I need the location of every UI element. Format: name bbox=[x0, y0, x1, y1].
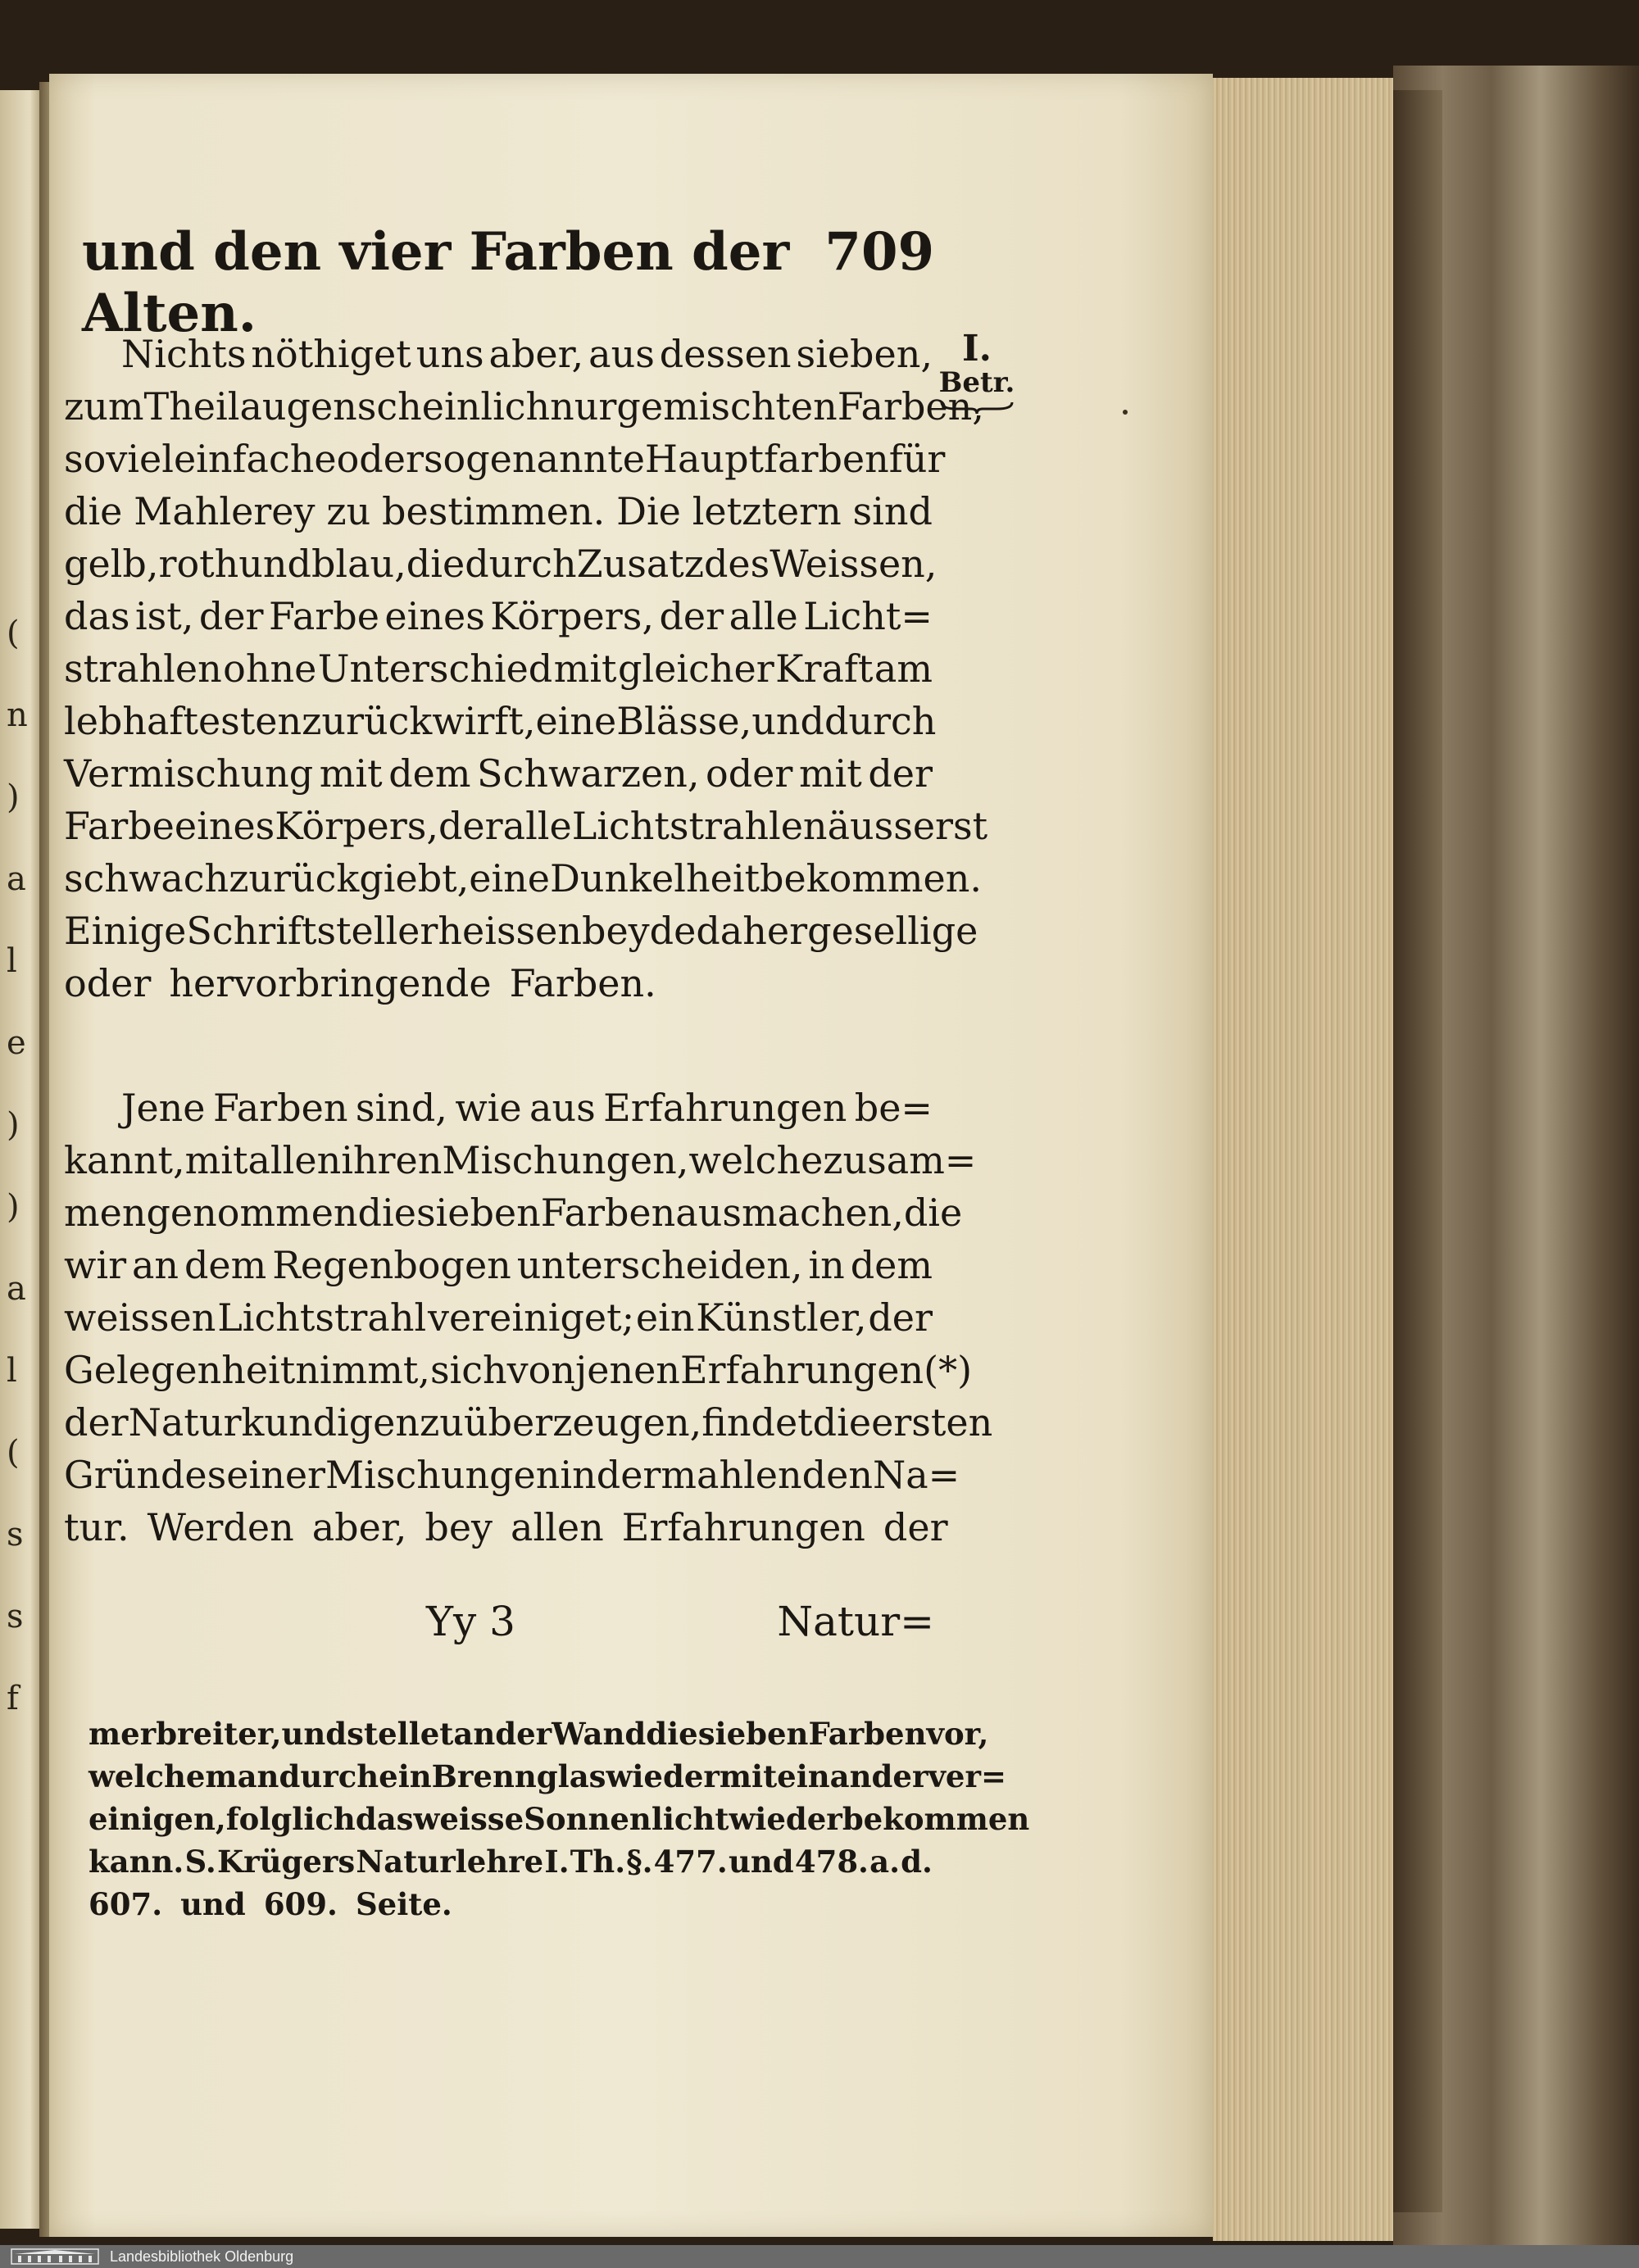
word: der bbox=[596, 1453, 661, 1497]
footnote-word: folglich bbox=[225, 1801, 356, 1837]
word: findet bbox=[701, 1400, 813, 1445]
word: sogenannte bbox=[423, 437, 645, 481]
word: dem bbox=[184, 1243, 267, 1287]
word: des bbox=[703, 542, 770, 586]
word: mit bbox=[184, 1138, 248, 1182]
footnote-word: Brennglas bbox=[431, 1758, 606, 1794]
word: wir bbox=[64, 1243, 127, 1287]
word: Jene bbox=[121, 1086, 206, 1130]
footnote-line bbox=[89, 1755, 1006, 1798]
word: Künstler, bbox=[696, 1295, 867, 1340]
word: gesellige bbox=[807, 909, 978, 953]
word: alle bbox=[502, 804, 572, 848]
word: so bbox=[64, 437, 107, 481]
footnote-word: an bbox=[453, 1716, 496, 1752]
page-block-edges bbox=[1213, 78, 1401, 2241]
word: viel bbox=[106, 437, 174, 481]
word: vereiniget; bbox=[427, 1295, 635, 1340]
word: hervorbringende bbox=[169, 961, 492, 1005]
word: Mischungen, bbox=[442, 1138, 689, 1182]
word: dem bbox=[388, 751, 471, 796]
text-line bbox=[64, 905, 978, 957]
word: Nichts bbox=[121, 332, 247, 376]
marginal-number: I. bbox=[962, 328, 992, 370]
left-margin-char: l bbox=[7, 942, 17, 980]
word: genommen bbox=[146, 1191, 358, 1235]
left-margin-char: ( bbox=[7, 615, 20, 652]
word: weissen bbox=[64, 1295, 216, 1340]
word: Zusatz bbox=[576, 542, 704, 586]
footnote-line bbox=[89, 1712, 989, 1755]
word: Blässe, bbox=[616, 699, 752, 743]
word: Kraft bbox=[775, 646, 874, 691]
word: zurück bbox=[302, 699, 433, 743]
word: dem bbox=[850, 1243, 933, 1287]
word: Erfahrungen bbox=[603, 1086, 847, 1130]
footnote-word: 477. bbox=[653, 1844, 728, 1880]
word: aber, bbox=[311, 1505, 407, 1549]
word: die bbox=[357, 1191, 416, 1235]
text-line bbox=[64, 852, 982, 905]
previous-page-edge bbox=[0, 90, 43, 2229]
word: zum bbox=[64, 384, 144, 429]
footnote-word: bekommen bbox=[842, 1801, 1030, 1837]
left-margin-char: ) bbox=[7, 1188, 20, 1226]
footnote-line bbox=[89, 1798, 1030, 1840]
word: zusam= bbox=[823, 1138, 977, 1182]
word: letztern bbox=[692, 489, 842, 533]
word: an bbox=[132, 1243, 179, 1287]
footnote-word: §. bbox=[626, 1844, 653, 1880]
footnote-word: Th. bbox=[570, 1844, 626, 1880]
footnote-word: und bbox=[180, 1886, 246, 1922]
word: jenen bbox=[574, 1348, 680, 1392]
text-line bbox=[64, 747, 933, 800]
word: Farbe bbox=[64, 804, 175, 848]
word: Lichtstrahl bbox=[217, 1295, 427, 1340]
word: uns bbox=[415, 332, 484, 376]
text-line bbox=[64, 1291, 933, 1344]
word: wirft, bbox=[432, 699, 536, 743]
word: eines bbox=[384, 594, 485, 638]
word: oder bbox=[706, 751, 793, 796]
word: nöthiget bbox=[251, 332, 411, 376]
word: nur bbox=[550, 384, 617, 429]
word: sind, bbox=[355, 1086, 447, 1130]
word: der bbox=[883, 1505, 948, 1549]
word: der bbox=[64, 1400, 129, 1445]
footnote-word: Naturlehre bbox=[356, 1844, 544, 1880]
word: Na= bbox=[872, 1453, 960, 1497]
footnote-word: S. bbox=[184, 1844, 216, 1880]
word: sieben, bbox=[796, 332, 933, 376]
ink-speck bbox=[1123, 410, 1128, 415]
word: für bbox=[888, 437, 946, 481]
word: Weissen, bbox=[770, 542, 938, 586]
text-line bbox=[64, 328, 933, 380]
word: und bbox=[751, 699, 824, 743]
word: das bbox=[64, 594, 130, 638]
word: aus bbox=[588, 332, 655, 376]
word: Körpers, bbox=[275, 804, 438, 848]
word: blau, bbox=[311, 542, 406, 586]
footnote-line bbox=[89, 1883, 933, 1926]
footnote-word: Wand bbox=[552, 1716, 647, 1752]
footnote-word: 609. bbox=[263, 1886, 338, 1922]
word: eines bbox=[174, 804, 275, 848]
footnote-word: ein bbox=[379, 1758, 432, 1794]
text-line bbox=[64, 1501, 948, 1554]
footnote-word: welche bbox=[89, 1758, 206, 1794]
word: oder bbox=[336, 437, 424, 481]
word: die bbox=[812, 1400, 872, 1445]
word: Regenbogen bbox=[272, 1243, 511, 1287]
text-line bbox=[64, 1396, 993, 1449]
footnote-word: der bbox=[495, 1716, 552, 1752]
text-line bbox=[64, 538, 938, 590]
word: der bbox=[868, 751, 933, 796]
word: mahlenden bbox=[661, 1453, 873, 1497]
word: Farben. bbox=[509, 961, 656, 1005]
word: Erfahrungen bbox=[679, 1348, 924, 1392]
word: augenscheinlich bbox=[239, 384, 551, 429]
left-margin-char: ) bbox=[7, 1106, 20, 1144]
word: be= bbox=[854, 1086, 933, 1130]
word: strahlen bbox=[64, 646, 222, 691]
word: und bbox=[238, 542, 311, 586]
left-margin-char: n bbox=[7, 696, 28, 734]
word: Schwarzen, bbox=[477, 751, 700, 796]
word: Die bbox=[616, 489, 681, 533]
word: oder bbox=[64, 961, 152, 1005]
text-line bbox=[64, 642, 933, 695]
footnote-word: stellet bbox=[347, 1716, 454, 1752]
word: schwach bbox=[64, 856, 229, 900]
word: der bbox=[198, 594, 264, 638]
word: der bbox=[438, 804, 503, 848]
catchword: Natur= bbox=[777, 1598, 934, 1645]
signature-mark: Yy 3 bbox=[426, 1598, 515, 1645]
footnote-word: wieder bbox=[606, 1758, 720, 1794]
left-margin-char: s bbox=[7, 1516, 24, 1554]
footnote-word: wieder bbox=[729, 1801, 842, 1837]
word: heissen bbox=[438, 909, 583, 953]
footnote-word: mit bbox=[719, 1758, 778, 1794]
text-line bbox=[64, 433, 946, 485]
word: Lichtstrahlen bbox=[571, 804, 828, 848]
footnote-word: vor, bbox=[926, 1716, 989, 1752]
left-margin-char: a bbox=[7, 1270, 26, 1308]
word: Gelegenheit bbox=[64, 1348, 296, 1392]
word: Körpers, bbox=[490, 594, 654, 638]
word: Dunkelheit bbox=[550, 856, 760, 900]
word: (*) bbox=[924, 1348, 973, 1392]
word: roth bbox=[158, 542, 239, 586]
word: überzeugen, bbox=[463, 1400, 702, 1445]
word: aus bbox=[529, 1086, 596, 1130]
footnote-word: weisse bbox=[413, 1801, 524, 1837]
footnote-word: und bbox=[281, 1716, 347, 1752]
footnote-word: man bbox=[205, 1758, 279, 1794]
word: kannt, bbox=[64, 1138, 185, 1182]
library-footer-bar bbox=[0, 2245, 1639, 2268]
footnote-word: breiter, bbox=[156, 1716, 282, 1752]
signature-row bbox=[66, 1598, 934, 1655]
text-line bbox=[64, 957, 933, 1009]
left-margin-char: a bbox=[7, 860, 26, 898]
footnote-word: I. bbox=[544, 1844, 570, 1880]
word: von bbox=[506, 1348, 575, 1392]
left-margin-char: s bbox=[7, 1598, 24, 1635]
word: die bbox=[64, 489, 123, 533]
footnote-word: durch bbox=[279, 1758, 379, 1794]
word: daher bbox=[696, 909, 808, 953]
text-line bbox=[64, 800, 988, 852]
word: in bbox=[560, 1453, 597, 1497]
footnote-word: d. bbox=[901, 1844, 933, 1880]
word: bey bbox=[425, 1505, 493, 1549]
word: Theil bbox=[143, 384, 240, 429]
word: gelb, bbox=[64, 542, 159, 586]
text-line bbox=[64, 485, 933, 538]
text-line bbox=[64, 1344, 973, 1396]
word: Erfahrungen bbox=[621, 1505, 865, 1549]
word: der bbox=[659, 594, 724, 638]
word: Mischungen bbox=[325, 1453, 561, 1497]
footnote-word: mer bbox=[89, 1716, 157, 1752]
text-line bbox=[64, 1239, 933, 1291]
word: sieben bbox=[415, 1191, 541, 1235]
word: die bbox=[903, 1191, 963, 1235]
word: aber, bbox=[488, 332, 584, 376]
word: wie bbox=[455, 1086, 522, 1130]
word: Farbe bbox=[269, 594, 379, 638]
word: dessen bbox=[659, 332, 792, 376]
word: mit bbox=[553, 646, 617, 691]
text-line bbox=[64, 1449, 960, 1501]
text-line bbox=[64, 380, 984, 433]
left-margin-char: f bbox=[7, 1680, 19, 1717]
text-line bbox=[64, 695, 937, 747]
word: zu bbox=[326, 489, 371, 533]
word: Naturkundigen bbox=[128, 1400, 420, 1445]
word: giebt, bbox=[359, 856, 470, 900]
word: Unterschied bbox=[317, 646, 553, 691]
word: allen bbox=[511, 1505, 604, 1549]
word: ohne bbox=[223, 646, 317, 691]
footnote-word: sieben bbox=[697, 1716, 809, 1752]
word: Farben bbox=[212, 1086, 348, 1130]
text-line bbox=[64, 1082, 933, 1134]
footnote-word: und bbox=[728, 1844, 794, 1880]
footnote-word: die bbox=[646, 1716, 698, 1752]
word: äusserst bbox=[827, 804, 988, 848]
word: bestimmen. bbox=[382, 489, 606, 533]
footnote-word: einander bbox=[777, 1758, 928, 1794]
word: eine bbox=[535, 699, 617, 743]
library-name: Landesbibliothek Oldenburg bbox=[110, 2248, 294, 2265]
left-margin-char: ) bbox=[7, 778, 20, 816]
footnote-word: Farben bbox=[808, 1716, 927, 1752]
word: in bbox=[808, 1243, 845, 1287]
word: Mahlerey bbox=[134, 489, 316, 533]
word: Farben, bbox=[837, 384, 984, 429]
left-margin-char: ( bbox=[7, 1434, 20, 1472]
footnote-word: 478. bbox=[794, 1844, 869, 1880]
word: gemischten bbox=[616, 384, 838, 429]
footnote-word: das bbox=[355, 1801, 414, 1837]
word: ein bbox=[635, 1295, 695, 1340]
word: Einige bbox=[64, 909, 187, 953]
running-header-title: und den vier Farben der Alten. bbox=[82, 221, 790, 344]
word: einfache bbox=[173, 437, 337, 481]
left-margin-char: e bbox=[7, 1024, 26, 1062]
word: sich bbox=[429, 1348, 507, 1392]
text-line bbox=[64, 590, 933, 642]
text-line bbox=[64, 1186, 963, 1239]
word: tur. bbox=[64, 1505, 129, 1549]
footnote-word: 607. bbox=[89, 1886, 163, 1922]
word: Gründe bbox=[64, 1453, 207, 1497]
word: ist, bbox=[134, 594, 194, 638]
word: der bbox=[868, 1295, 933, 1340]
word: sind bbox=[852, 489, 933, 533]
word: zurück bbox=[229, 856, 360, 900]
page-number: 709 bbox=[824, 221, 934, 283]
word: alle bbox=[729, 594, 798, 638]
footnote-line bbox=[89, 1840, 933, 1883]
word: gleicher bbox=[617, 646, 774, 691]
word: bekommen. bbox=[760, 856, 982, 900]
footnote-word: Krügers bbox=[216, 1844, 356, 1880]
word: die bbox=[406, 542, 465, 586]
word: unterscheiden, bbox=[516, 1243, 803, 1287]
word: men bbox=[64, 1191, 147, 1235]
word: durch bbox=[824, 699, 937, 743]
word: Werden bbox=[147, 1505, 294, 1549]
footnote-word: ver= bbox=[928, 1758, 1006, 1794]
word: Schriftsteller bbox=[186, 909, 438, 953]
footnote-word: Sonnenlicht bbox=[524, 1801, 729, 1837]
word: nimmt, bbox=[295, 1348, 430, 1392]
word: seiner bbox=[207, 1453, 326, 1497]
word: am bbox=[874, 646, 933, 691]
word: Licht= bbox=[803, 594, 933, 638]
running-header bbox=[82, 221, 934, 344]
footnote-word: a. bbox=[869, 1844, 900, 1880]
word: welche bbox=[688, 1138, 824, 1182]
word: allen bbox=[247, 1138, 342, 1182]
word: lebhaftesten bbox=[64, 699, 302, 743]
word: ausmachen, bbox=[675, 1191, 904, 1235]
left-page-margin-characters bbox=[2, 615, 34, 1762]
word: beyde bbox=[582, 909, 697, 953]
footnote-word: Seite. bbox=[355, 1886, 452, 1922]
text-line bbox=[64, 1134, 977, 1186]
cover-inner-edge bbox=[1393, 90, 1442, 2212]
left-margin-char: l bbox=[7, 1352, 17, 1390]
word: Farben bbox=[540, 1191, 676, 1235]
library-building-icon bbox=[10, 2248, 100, 2266]
word: durch bbox=[465, 542, 577, 586]
marginal-abbreviation: Betr. bbox=[938, 366, 1015, 399]
word: zu bbox=[420, 1400, 464, 1445]
word: ersten bbox=[871, 1400, 993, 1445]
word: ihren bbox=[341, 1138, 443, 1182]
word: eine bbox=[469, 856, 551, 900]
word: Vermischung bbox=[64, 751, 314, 796]
footnote-word: einigen, bbox=[89, 1801, 226, 1837]
word: mit bbox=[798, 751, 862, 796]
word: Hauptfarben bbox=[644, 437, 889, 481]
word: mit bbox=[319, 751, 383, 796]
footnote-word: kann. bbox=[89, 1844, 184, 1880]
